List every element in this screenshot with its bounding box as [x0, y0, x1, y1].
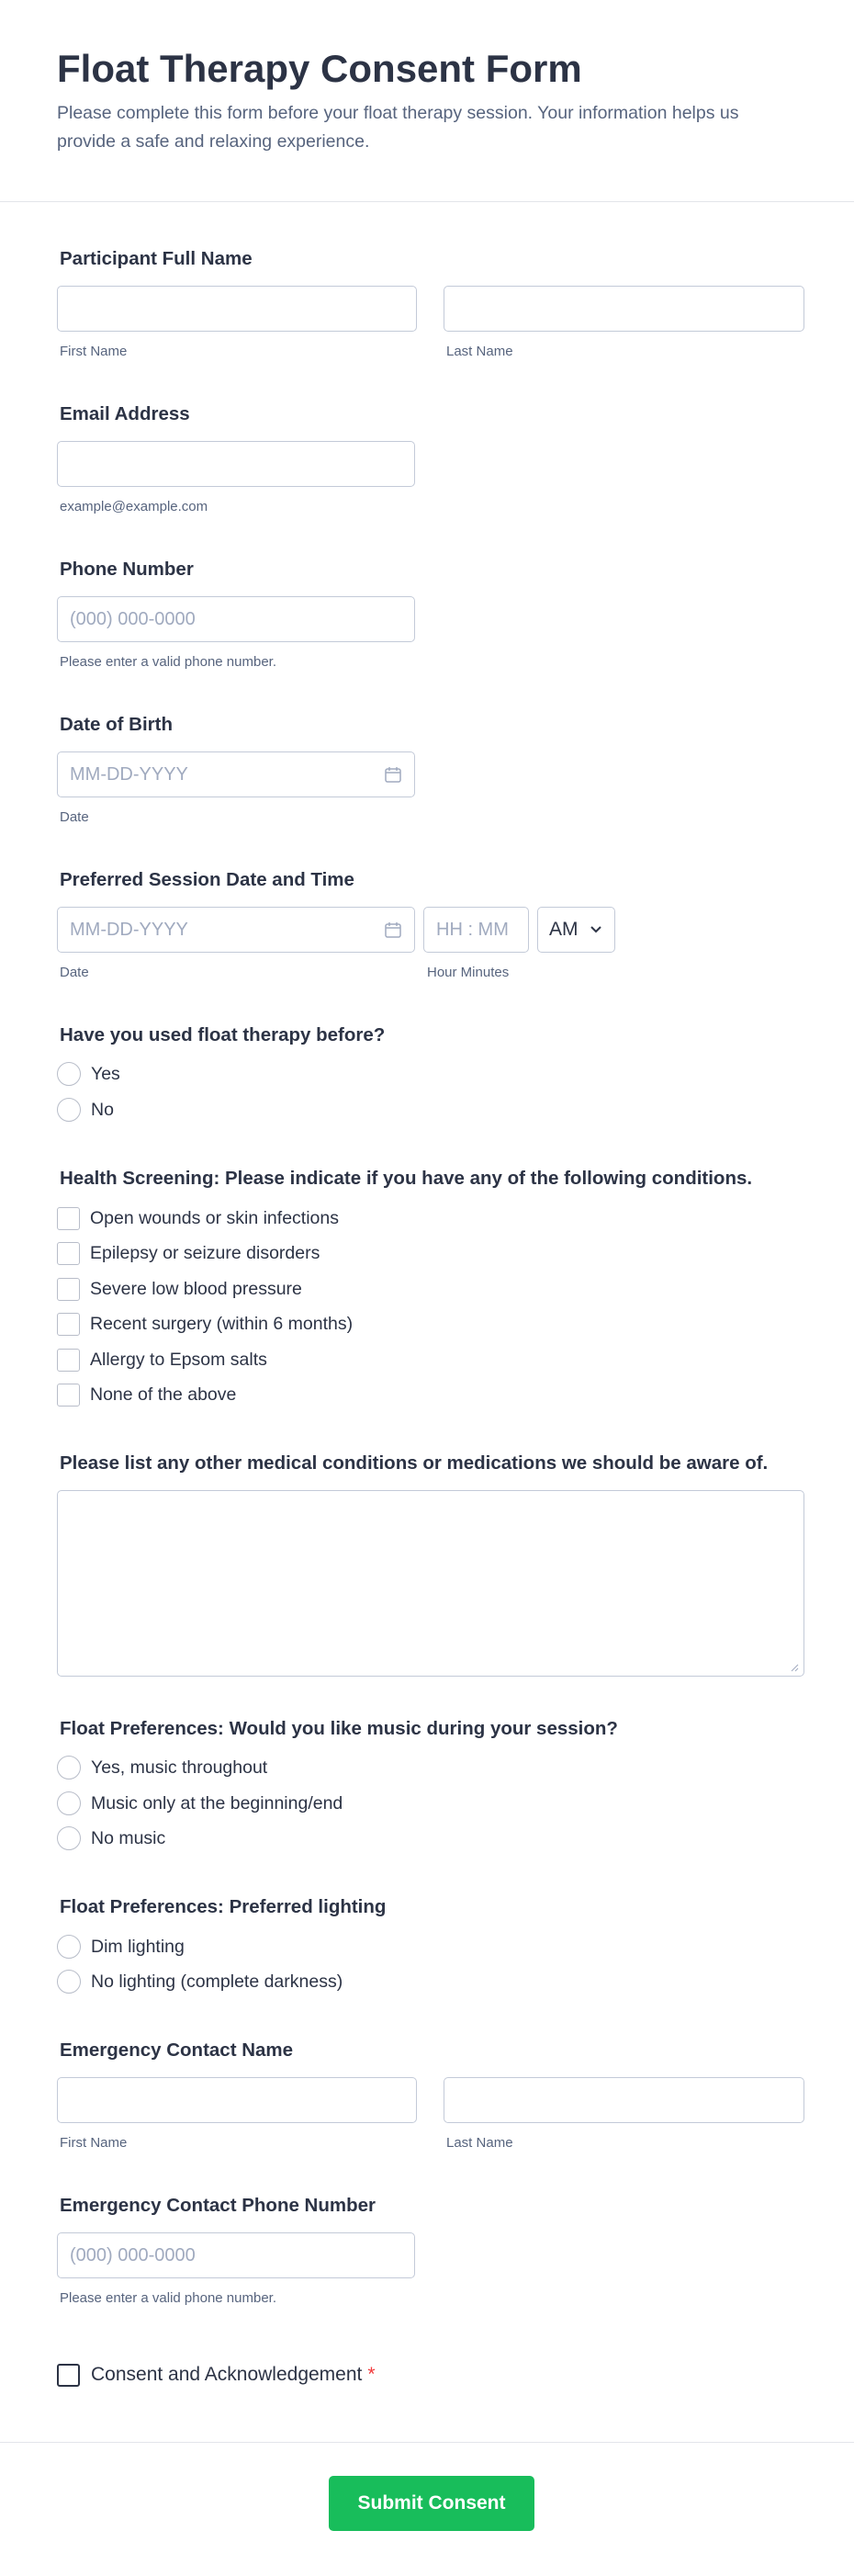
option-label: Dim lighting [91, 1936, 185, 1957]
health-option[interactable] [57, 1347, 267, 1373]
checkbox[interactable] [57, 1313, 80, 1336]
used-before-label: Have you used float therapy before? [60, 1024, 386, 1045]
used-before-option-no[interactable] [57, 1097, 114, 1123]
participant-name-label: Participant Full Name [60, 248, 253, 269]
option-label: Recent surgery (within 6 months) [90, 1313, 354, 1334]
health-option[interactable] [57, 1276, 302, 1302]
dob-input[interactable] [57, 751, 415, 797]
music-option[interactable] [57, 1791, 343, 1816]
first-name-sublabel: First Name [60, 2135, 128, 2151]
calendar-icon[interactable] [384, 921, 402, 939]
form-header [0, 0, 854, 202]
radio-button[interactable] [57, 1791, 81, 1815]
session-time-input[interactable] [423, 907, 529, 953]
option-label: Open wounds or skin infections [90, 1207, 339, 1228]
phone-sublabel: Please enter a valid phone number. [60, 654, 276, 670]
consent-checkbox-row[interactable] [57, 2362, 376, 2388]
health-option[interactable] [57, 1382, 236, 1407]
session-date-input[interactable] [57, 907, 415, 953]
radio-button[interactable] [57, 1935, 81, 1959]
participant-last-name-input[interactable] [444, 286, 804, 332]
used-before-option-yes[interactable] [57, 1061, 120, 1087]
required-marker: * [367, 2364, 376, 2385]
option-label: Severe low blood pressure [90, 1278, 302, 1299]
lighting-option[interactable] [57, 1969, 343, 1994]
participant-first-name-input[interactable] [57, 286, 417, 332]
session-time-sublabel: Hour Minutes [427, 965, 510, 980]
ampm-select[interactable] [537, 907, 615, 953]
health-option[interactable] [57, 1240, 320, 1266]
footer-divider [0, 2442, 854, 2443]
phone-input[interactable] [57, 596, 415, 642]
option-label: Music only at the beginning/end [91, 1792, 343, 1813]
radio-button[interactable] [57, 1756, 81, 1779]
radio-button[interactable] [57, 1062, 81, 1086]
checkbox[interactable] [57, 1384, 80, 1407]
dob-label: Date of Birth [60, 714, 173, 735]
resize-handle-icon[interactable] [790, 1663, 799, 1672]
music-label: Float Preferences: Would you like music during your session? [60, 1718, 618, 1739]
last-name-sublabel: Last Name [446, 2135, 513, 2151]
option-label: Allergy to Epsom salts [90, 1349, 267, 1370]
option-label: Yes, music throughout [91, 1757, 268, 1778]
health-label: Health Screening: Please indicate if you have any of the following conditions. [60, 1168, 753, 1189]
form-subtitle: Please complete this form before your float therapy session. Your information helps us provide a safe and relaxing experience. [57, 103, 739, 152]
checkbox[interactable] [57, 1278, 80, 1301]
emergency-phone-sublabel: Please enter a valid phone number. [60, 2290, 276, 2306]
email-label: Email Address [60, 403, 190, 424]
phone-label: Phone Number [60, 559, 194, 580]
lighting-label: Float Preferences: Preferred lighting [60, 1896, 387, 1917]
emergency-last-name-input[interactable] [444, 2077, 804, 2123]
option-label: No music [91, 1827, 166, 1848]
music-option[interactable] [57, 1825, 165, 1851]
radio-button[interactable] [57, 1826, 81, 1850]
consent-label: Consent and Acknowledgement [91, 2364, 363, 2385]
health-option[interactable] [57, 1205, 339, 1231]
option-label: Yes [91, 1063, 120, 1084]
checkbox[interactable] [57, 1349, 80, 1372]
session-date-sublabel: Date [60, 965, 89, 980]
last-name-sublabel: Last Name [446, 344, 513, 359]
checkbox[interactable] [57, 1242, 80, 1265]
ampm-value: AM [549, 919, 579, 940]
health-option[interactable] [57, 1311, 353, 1337]
option-label: Epilepsy or seizure disorders [90, 1242, 320, 1263]
chevron-down-icon [590, 925, 602, 934]
option-label: No lighting (complete darkness) [91, 1971, 343, 1992]
session-label: Preferred Session Date and Time [60, 869, 354, 890]
emergency-phone-label: Emergency Contact Phone Number [60, 2195, 376, 2216]
emergency-phone-input[interactable] [57, 2232, 415, 2278]
medical-label: Please list any other medical conditions or medications we should be aware of. [60, 1452, 769, 1474]
consent-checkbox[interactable] [57, 2364, 80, 2387]
calendar-icon[interactable] [384, 765, 402, 784]
music-option[interactable] [57, 1755, 267, 1780]
emergency-name-label: Emergency Contact Name [60, 2039, 294, 2061]
dob-sublabel: Date [60, 809, 89, 825]
option-label: No [91, 1099, 114, 1120]
emergency-first-name-input[interactable] [57, 2077, 417, 2123]
submit-button[interactable]: Submit Consent [329, 2476, 534, 2531]
radio-button[interactable] [57, 1098, 81, 1122]
option-label: None of the above [90, 1384, 237, 1405]
form-title: Float Therapy Consent Form [57, 47, 582, 90]
lighting-option[interactable] [57, 1934, 185, 1960]
medical-textarea[interactable] [57, 1490, 804, 1677]
checkbox[interactable] [57, 1207, 80, 1230]
radio-button[interactable] [57, 1970, 81, 1994]
first-name-sublabel: First Name [60, 344, 128, 359]
email-input[interactable] [57, 441, 415, 487]
email-sublabel: example@example.com [60, 499, 208, 514]
